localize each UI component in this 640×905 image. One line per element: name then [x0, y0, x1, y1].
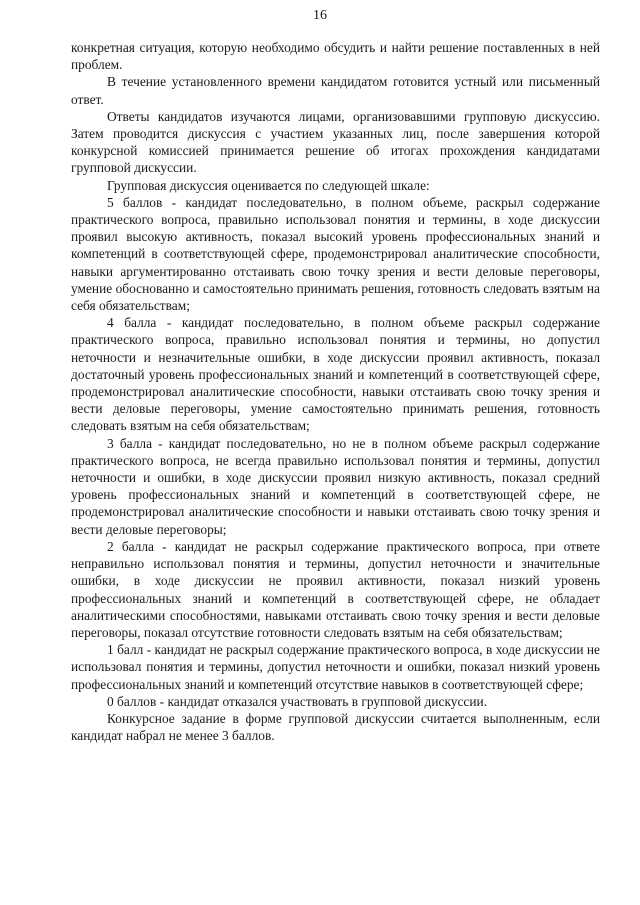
document-body	[71, 39, 600, 744]
paragraph-completion-rule: Конкурсное задание в форме групповой дискуссии считается выполненным, если кандидат набрал не менее 3 баллов.	[71, 710, 600, 744]
paragraph-score-1: 1 балл - кандидат не раскрыл содержание практического вопроса, в ходе дискуссии не использовал понятия и термины, допустил неточности и ошибки, показал низкий уровень профессиональных знаний и компетенций отсутствие навыков в соответствующей сфере;	[71, 642, 600, 692]
paragraph-score-4: 4 балла - кандидат последовательно, в полном объеме раскрыл содержание практического вопроса, правильно использовал понятия и термины, но допустил неточности и незначительные ошибки, в ходе дискуссии проявил активность, показал достаточный уровень профессиональных знаний и компетенций в соответствующей сфере, продемонстрировал аналитические способности, навыки отстаивать свою точку зрения и вести деловые переговоры, умение самостоятельно принимать решения, готовность следовать взятым на себя обязательствам;	[71, 315, 600, 434]
paragraph-answer-preparation: В течение установленного времени кандидатом готовится устный или письменный ответ.	[71, 74, 600, 107]
paragraph-score-5: 5 баллов - кандидат последовательно, в полном объеме, раскрыл содержание практического вопроса, правильно использовал понятия и термины, в ходе дискуссии проявил высокую активность, показал высокий уровень профессиональных знаний и компетенций в соответствующей сфере, продемонстрировал аналитические способности, навыки аргументированно отстаивать свою точку зрения и вести деловые переговоры, умение обоснованно и самостоятельно принимать решения, готовность следовать взятым на себя обязательствам;	[71, 194, 600, 314]
paragraph-continuation: конкретная ситуация, которую необходимо обсудить и найти решение поставленных в ней проблем.	[71, 40, 600, 73]
paragraph-score-2: 2 балла - кандидат не раскрыл содержание практического вопроса, при ответе неправильно использовал понятия и термины, допустил неточности и значительные ошибки, в ходе дискуссии не проявил активности, показал низкий уровень профессиональных знаний и компетенций в соответствующей сфере, не обладает аналитическими способностями, навыками отстаивать свою точку зрения и вести деловые переговоры, показал отсутствие готовности следовать взятым на себя обязательствам;	[71, 538, 600, 640]
page-number: 16	[313, 8, 327, 23]
paragraph-score-0: 0 баллов - кандидат отказался участвовать в групповой дискуссии.	[107, 693, 488, 709]
paragraph-answers-review: Ответы кандидатов изучаются лицами, организовавшими групповую дискуссию. Затем проводится дискуссия с участием указанных лиц, после завершения которой конкурсной комиссией принимается решение об итогах прохождения кандидатами групповой дискуссии.	[71, 108, 600, 176]
paragraph-score-3: 3 балла - кандидат последовательно, но не в полном объеме раскрыл содержание практического вопроса, не всегда правильно использовал понятия и термины, допустил неточности и ошибки, в ходе дискуссии проявил низкую активность, показал средний уровень профессиональных знаний и компетенций в соответствующей сфере, не продемонстрировал аналитические способности и навыки отстаивать свою точку зрения и вести деловые переговоры;	[71, 435, 600, 537]
paragraph-scale-intro: Групповая дискуссия оценивается по следующей шкале:	[107, 177, 430, 193]
